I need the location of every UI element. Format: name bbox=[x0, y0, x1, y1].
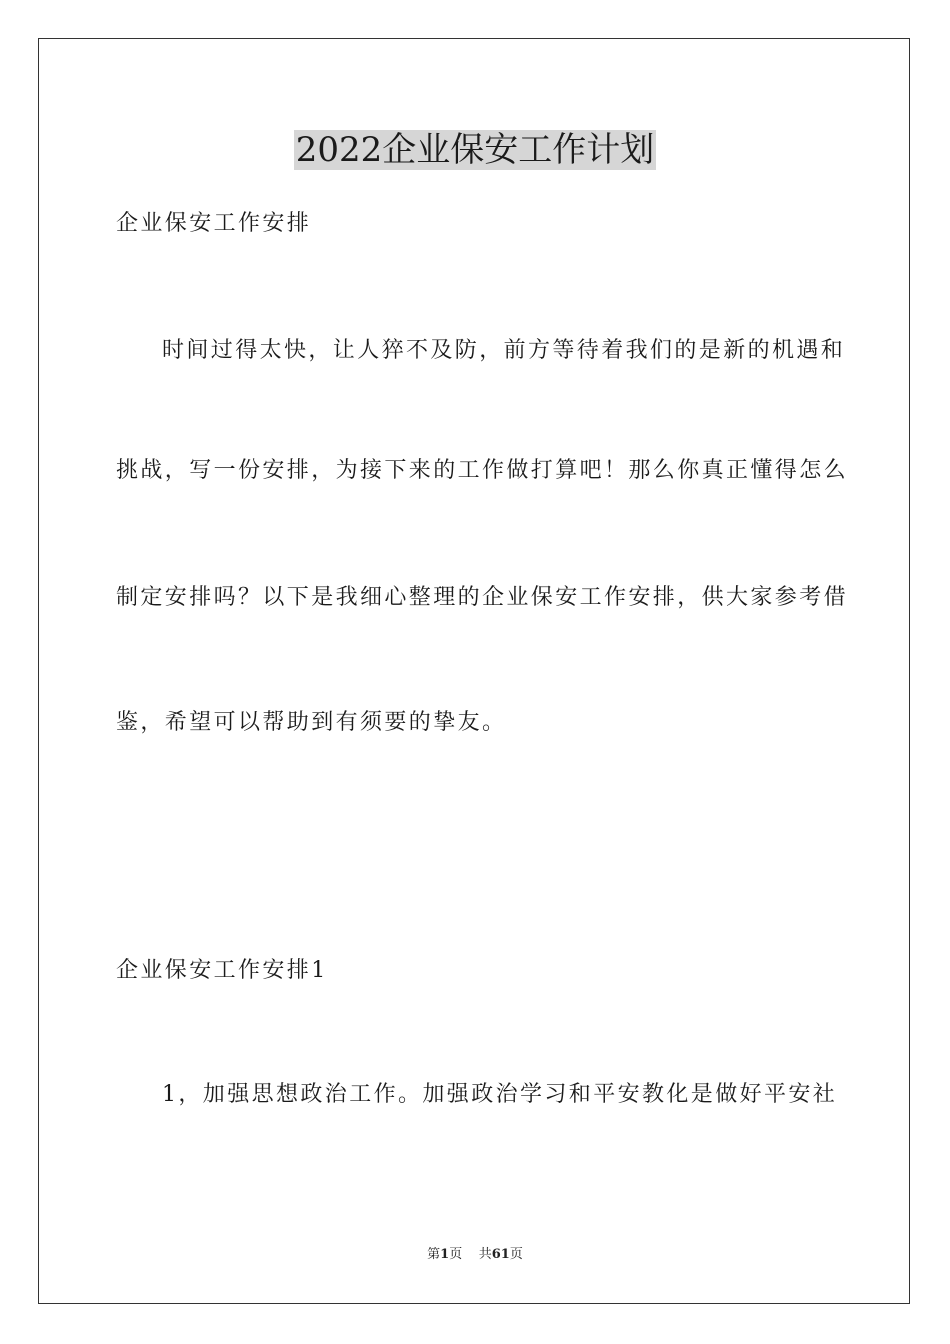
intro-line-2: 挑战，写一份安排，为接下来的工作做打算吧！那么你真正懂得怎么 bbox=[116, 458, 849, 483]
footer-total-pages: 61 bbox=[491, 1247, 510, 1262]
document-title bbox=[0, 128, 950, 172]
footer-page-suffix: 页 bbox=[449, 1247, 463, 1262]
section-heading: 企业保安工作安排1 bbox=[116, 958, 328, 983]
page-footer bbox=[0, 1246, 950, 1264]
footer-page-number: 1 bbox=[440, 1247, 450, 1262]
footer-page-prefix: 第 bbox=[427, 1247, 441, 1262]
section-first-line: 1，加强思想政治工作。加强政治学习和平安教化是做好平安社 bbox=[162, 1082, 838, 1107]
intro-line-1: 时间过得太快，让人猝不及防，前方等待着我们的是新的机遇和 bbox=[162, 338, 846, 363]
intro-line-3: 制定安排吗？以下是我细心整理的企业保安工作安排，供大家参考借 bbox=[116, 585, 849, 610]
intro-line-4: 鉴，希望可以帮助到有须要的挚友。 bbox=[116, 710, 507, 735]
footer-total-suffix: 页 bbox=[509, 1247, 523, 1262]
document-subtitle: 企业保安工作安排 bbox=[116, 211, 312, 236]
footer-total-prefix: 共 bbox=[478, 1247, 492, 1262]
document-title-text: 2022企业保安工作计划 bbox=[295, 130, 655, 170]
